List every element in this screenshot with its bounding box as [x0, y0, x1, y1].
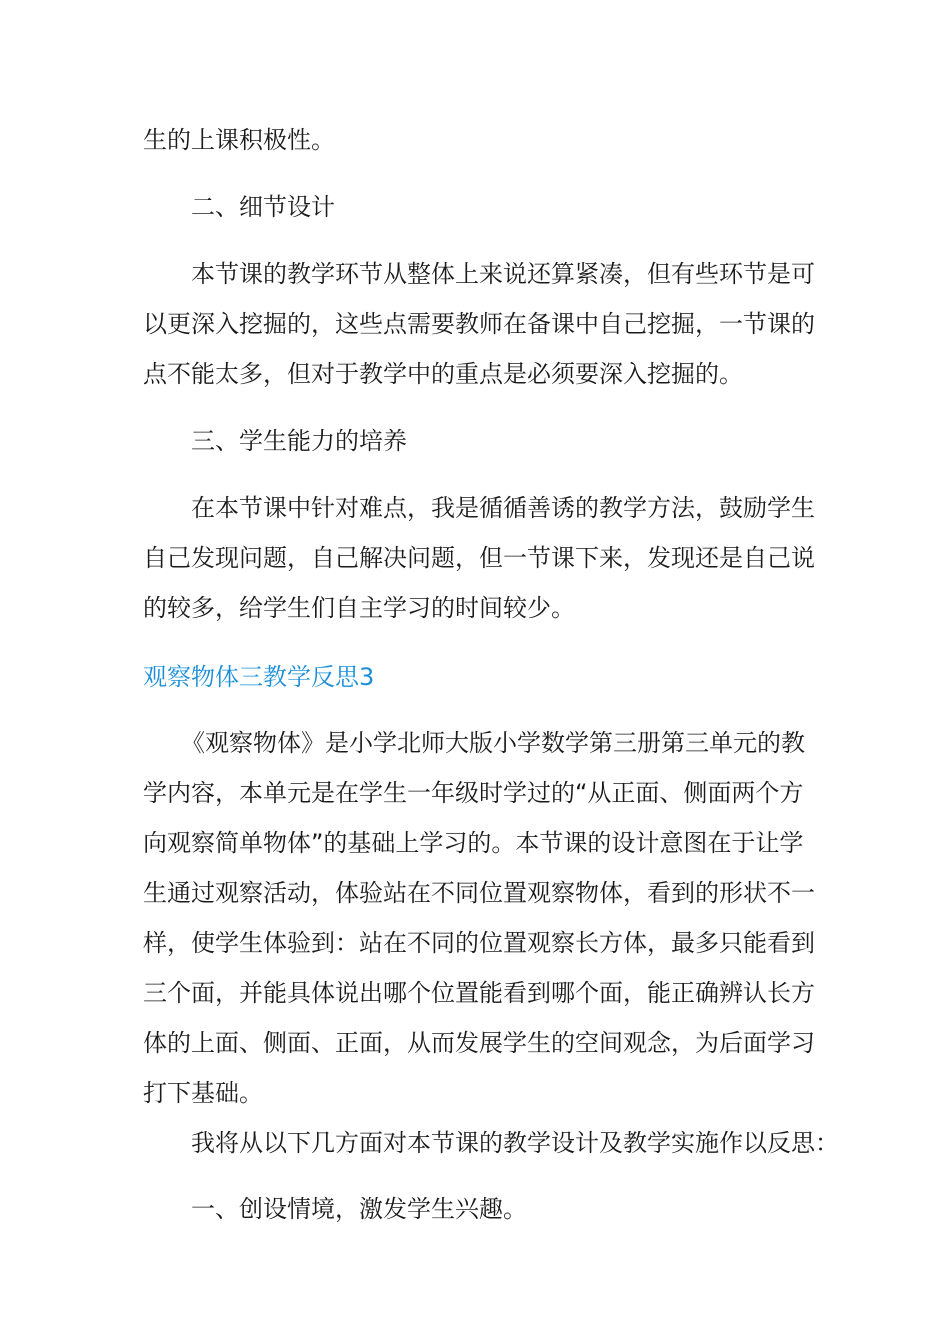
paragraph-line: 我将从以下几方面对本节课的教学设计及教学实施作以反思： [191, 1129, 839, 1157]
paragraph-line: 生通过观察活动，体验站在不同位置观察物体，看到的形状不一 [143, 879, 815, 907]
paragraph-line: 本节课的教学环节从整体上来说还算紧凑，但有些环节是可 [191, 260, 815, 288]
paragraph-line: 向观察简单物体”的基础上学习的。本节课的设计意图在于让学 [143, 829, 804, 857]
paragraph-line: 自己发现问题，自己解决问题，但一节课下来，发现还是自己说 [143, 544, 815, 572]
paragraph-line: 的较多，给学生们自主学习的时间较少。 [143, 594, 575, 622]
subheading-create-situation: 一、创设情境，激发学生兴趣。 [191, 1195, 527, 1223]
paragraph-line: 打下基础。 [143, 1079, 263, 1107]
subheading-student-ability: 三、学生能力的培养 [191, 427, 407, 455]
paragraph-line: 生的上课积极性。 [143, 126, 335, 154]
paragraph-line: 在本节课中针对难点，我是循循善诱的教学方法，鼓励学生 [191, 494, 815, 522]
paragraph-line: 以更深入挖掘的，这些点需要教师在备课中自己挖掘，一节课的 [143, 310, 815, 338]
paragraph-line: 点不能太多，但对于教学中的重点是必须要深入挖掘的。 [143, 360, 743, 388]
section-heading: 观察物体三教学反思3 [143, 663, 375, 691]
paragraph-line: 《观察物体》是小学北师大版小学数学第三册第三单元的教 [181, 729, 805, 757]
paragraph-line: 体的上面、侧面、正面，从而发展学生的空间观念，为后面学习 [143, 1029, 815, 1057]
paragraph-line: 样，使学生体验到：站在不同的位置观察长方体，最多只能看到 [143, 929, 815, 957]
subheading-detail-design: 二、细节设计 [191, 193, 335, 221]
paragraph-line: 三个面，并能具体说出哪个位置能看到哪个面，能正确辨认长方 [143, 979, 815, 1007]
paragraph-line: 学内容，本单元是在学生一年级时学过的“从正面、侧面两个方 [143, 779, 804, 807]
